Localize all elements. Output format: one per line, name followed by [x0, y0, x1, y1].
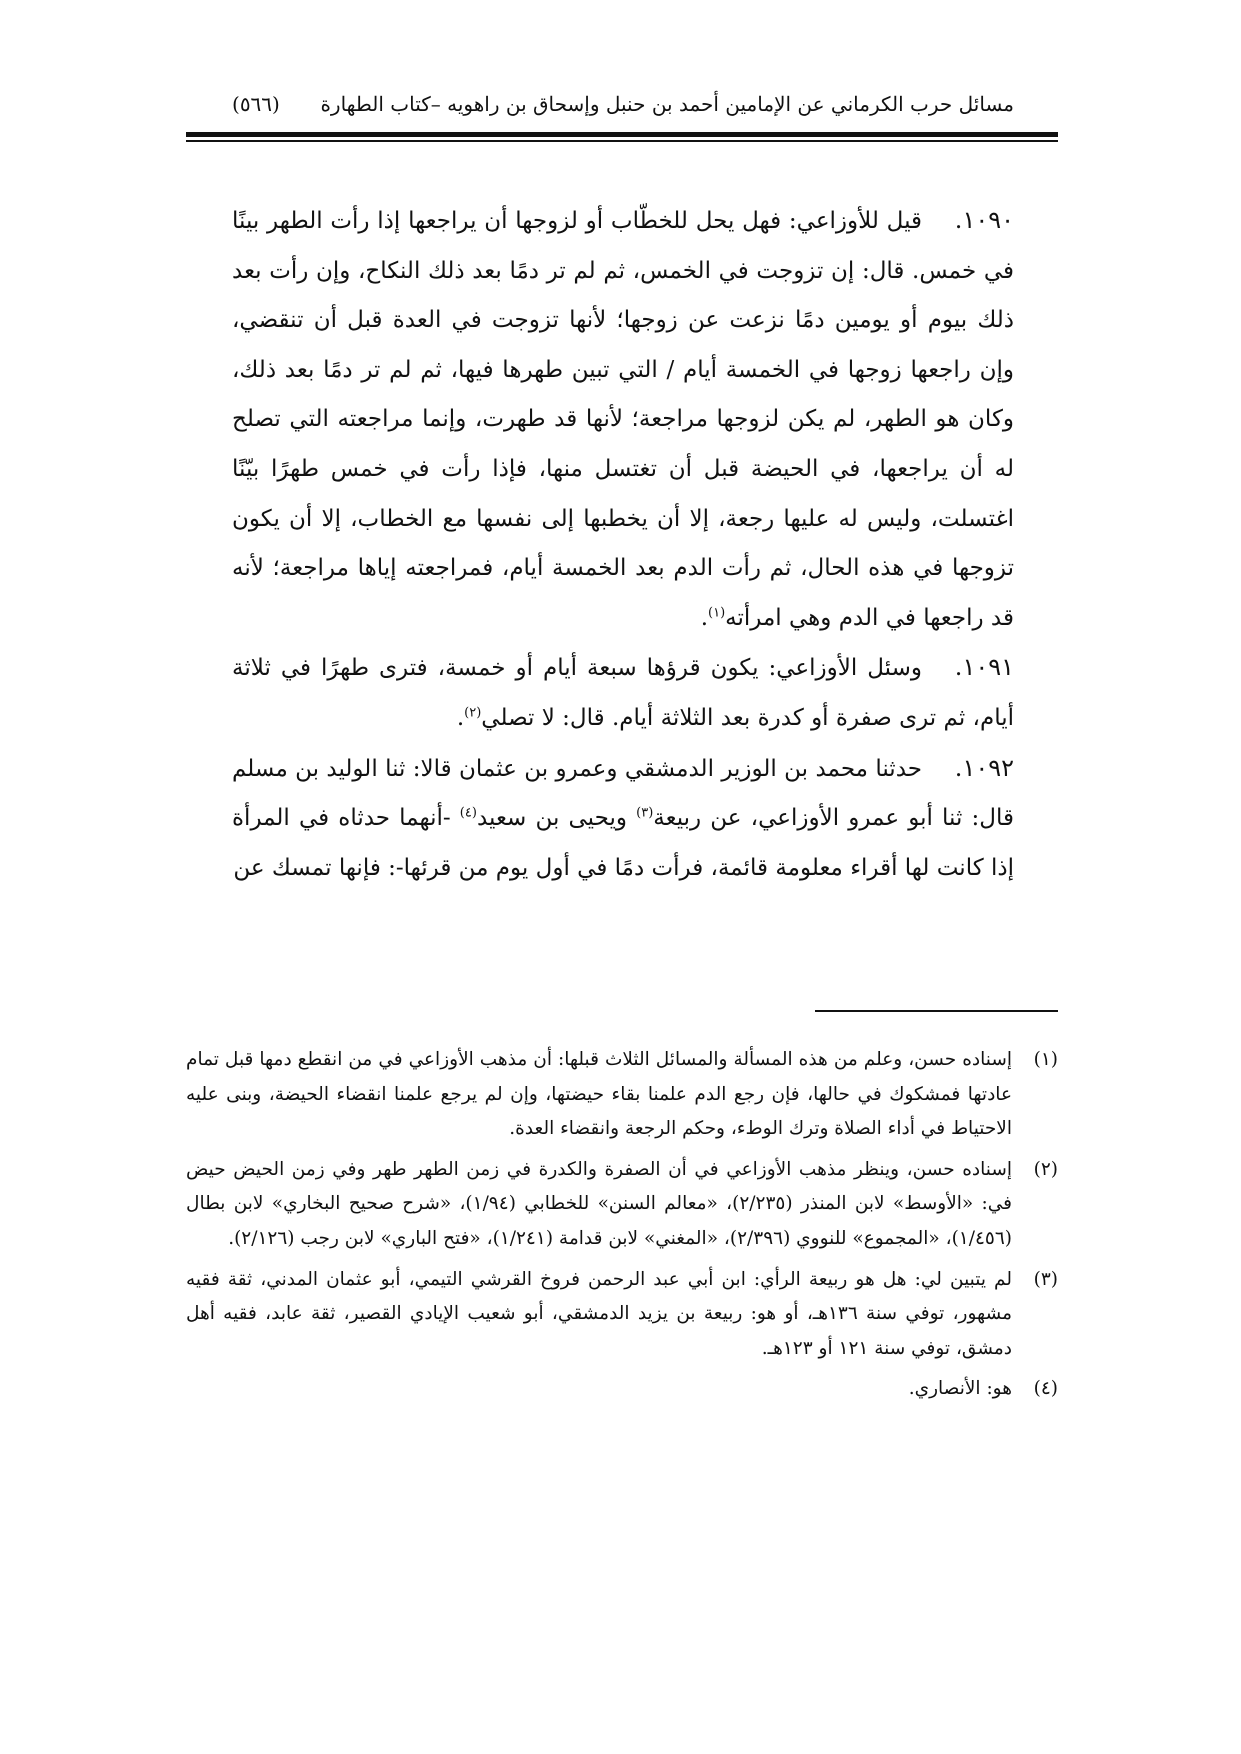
entry-tail: .	[456, 704, 465, 731]
footnote-text: لم يتبين لي: هل هو ربيعة الرأي: ابن أبي عبد الرحمن فروخ القرشي التيمي، أبو عثمان المدني، ثقة فقيه مشهور، توفي سنة ١٣٦هـ، أو هو: ربيعة بن يزيد الدمشقي، أبو شعيب الإيادي القصير، ثقة عابد، فقيه أهل دمشق، توفي سنة ١٢١ أو ١٢٣هـ.	[186, 1268, 1012, 1359]
footnote-text: إسناده حسن، وعلم من هذه المسألة والمسائل الثلاث قبلها: أن مذهب الأوزاعي في من انقطع دمها قبل تمام عادتها فمشكوك في حالها، فإن رجع الدم علمنا بقاء حيضتها، وإن لم يرجع علمنا انقضاء الحيضة، وبنى عليه الاحتياط في أداء الصلاة وترك الوطء، وحكم الرجعة وانقضاء العدة.	[186, 1049, 1012, 1140]
footnote-separator	[815, 1010, 1058, 1012]
footnote	[186, 1372, 1058, 1407]
running-title: مسائل حرب الكرماني عن الإمامين أحمد بن حنبل وإسحاق بن راهويه –كتاب الطهارة	[320, 92, 1014, 116]
footnote-number: (٣)	[1033, 1268, 1058, 1290]
entry-text: قيل للأوزاعي: فهل يحل للخطّاب أو لزوجها أن يراجعها إذا رأت الطهر بينًا في خمس. قال: إن تزوجت في الخمس، ثم لم تر دمًا بعد ذلك النكاح، وإن رأت بعد ذلك بيوم أو يومين دمًا نزعت عن زوجها؛ لأنها تزوجت في العدة قبل أن تنقضي، وإن راجعها زوجها في الخمسة أيام / التي تبين طهرها فيها، ثم لم تر دمًا بعد ذلك، وكان هو الطهر، لم يكن لزوجها مراجعة؛ لأنها قد طهرت، وإنما مراجعته التي تصلح له أن يراجعها، في الحيضة قبل أن تغتسل منها، فإذا رأت في خمس طهرًا بيّنًا اغتسلت، وليس له عليها رجعة، إلا أن يخطبها إلى نفسها مع الخطاب، إلا أن يكون تزوجها في هذه الحال، ثم رأت الدم بعد الخمسة أيام، فمراجعته إياها مراجعة؛ لأنه قد راجعها في الدم وهي امرأته	[232, 208, 1014, 631]
footnote-ref: (٣)	[636, 805, 654, 821]
footnote	[186, 1263, 1058, 1367]
main-text	[232, 196, 1014, 893]
entry-1090	[232, 196, 1014, 643]
page-number: (٥٦٦)	[232, 92, 280, 116]
entry-number: ١٠٩٠.	[954, 206, 1014, 234]
entry-text: وسئل الأوزاعي: يكون قرؤها سبعة أيام أو خمسة، فترى طهرًا في ثلاثة أيام، ثم ترى صفرة أو كدرة بعد الثلاثة أيام. قال: لا تصلي	[232, 655, 1014, 731]
footnote	[186, 1153, 1058, 1257]
entry-1091	[232, 643, 1014, 743]
entry-number: ١٠٩٢.	[954, 753, 1014, 782]
footnotes	[186, 1043, 1058, 1413]
entry-text: -أنهما حدثاه في المرأة إذا كانت لها أقراء معلومة قائمة، فرأت دمًا في أول يوم من قرئها-: فإنها تمسك عن	[232, 805, 1014, 881]
header-rule-thick	[186, 132, 1058, 137]
footnote-ref: (١)	[708, 605, 726, 621]
entry-tail: .	[700, 604, 708, 631]
entry-text: حدثنا محمد بن الوزير الدمشقي وعمرو بن عثمان قالا: ثنا الوليد بن مسلم قال: ثنا أبو عمرو الأوزاعي، عن ربيعة	[232, 755, 1014, 832]
footnote-text: هو: الأنصاري.	[908, 1378, 1012, 1400]
header-rule-thin	[186, 140, 1058, 142]
footnote-number: (٤)	[1033, 1378, 1058, 1400]
footnote-number: (٢)	[1033, 1158, 1058, 1180]
footnote-ref: (٢)	[464, 705, 482, 721]
footnote-ref: (٤)	[459, 805, 477, 821]
footnote	[186, 1043, 1058, 1147]
entry-text: ويحيى بن سعيد	[476, 805, 637, 832]
footnote-text: إسناده حسن، وينظر مذهب الأوزاعي في أن الصفرة والكدرة في زمن الطهر طهر وفي زمن الحيض حيض في: «الأوسط» لابن المنذر (٢/٢٣٥)، «معالم السنن» للخطابي (١/٩٤)، «شرح صحيح البخاري» لابن بطال (١/٤٥٦)، «المجموع» للنووي (٢/٣٩٦)، «المغني» لابن قدامة (١/٢٤١)، «فتح الباري» لابن رجب (٢/١٢٦).	[186, 1158, 1013, 1249]
entry-1092	[232, 744, 1014, 894]
footnote-number: (١)	[1033, 1049, 1058, 1070]
entry-number: ١٠٩١.	[954, 653, 1014, 682]
page-header	[232, 84, 1014, 124]
